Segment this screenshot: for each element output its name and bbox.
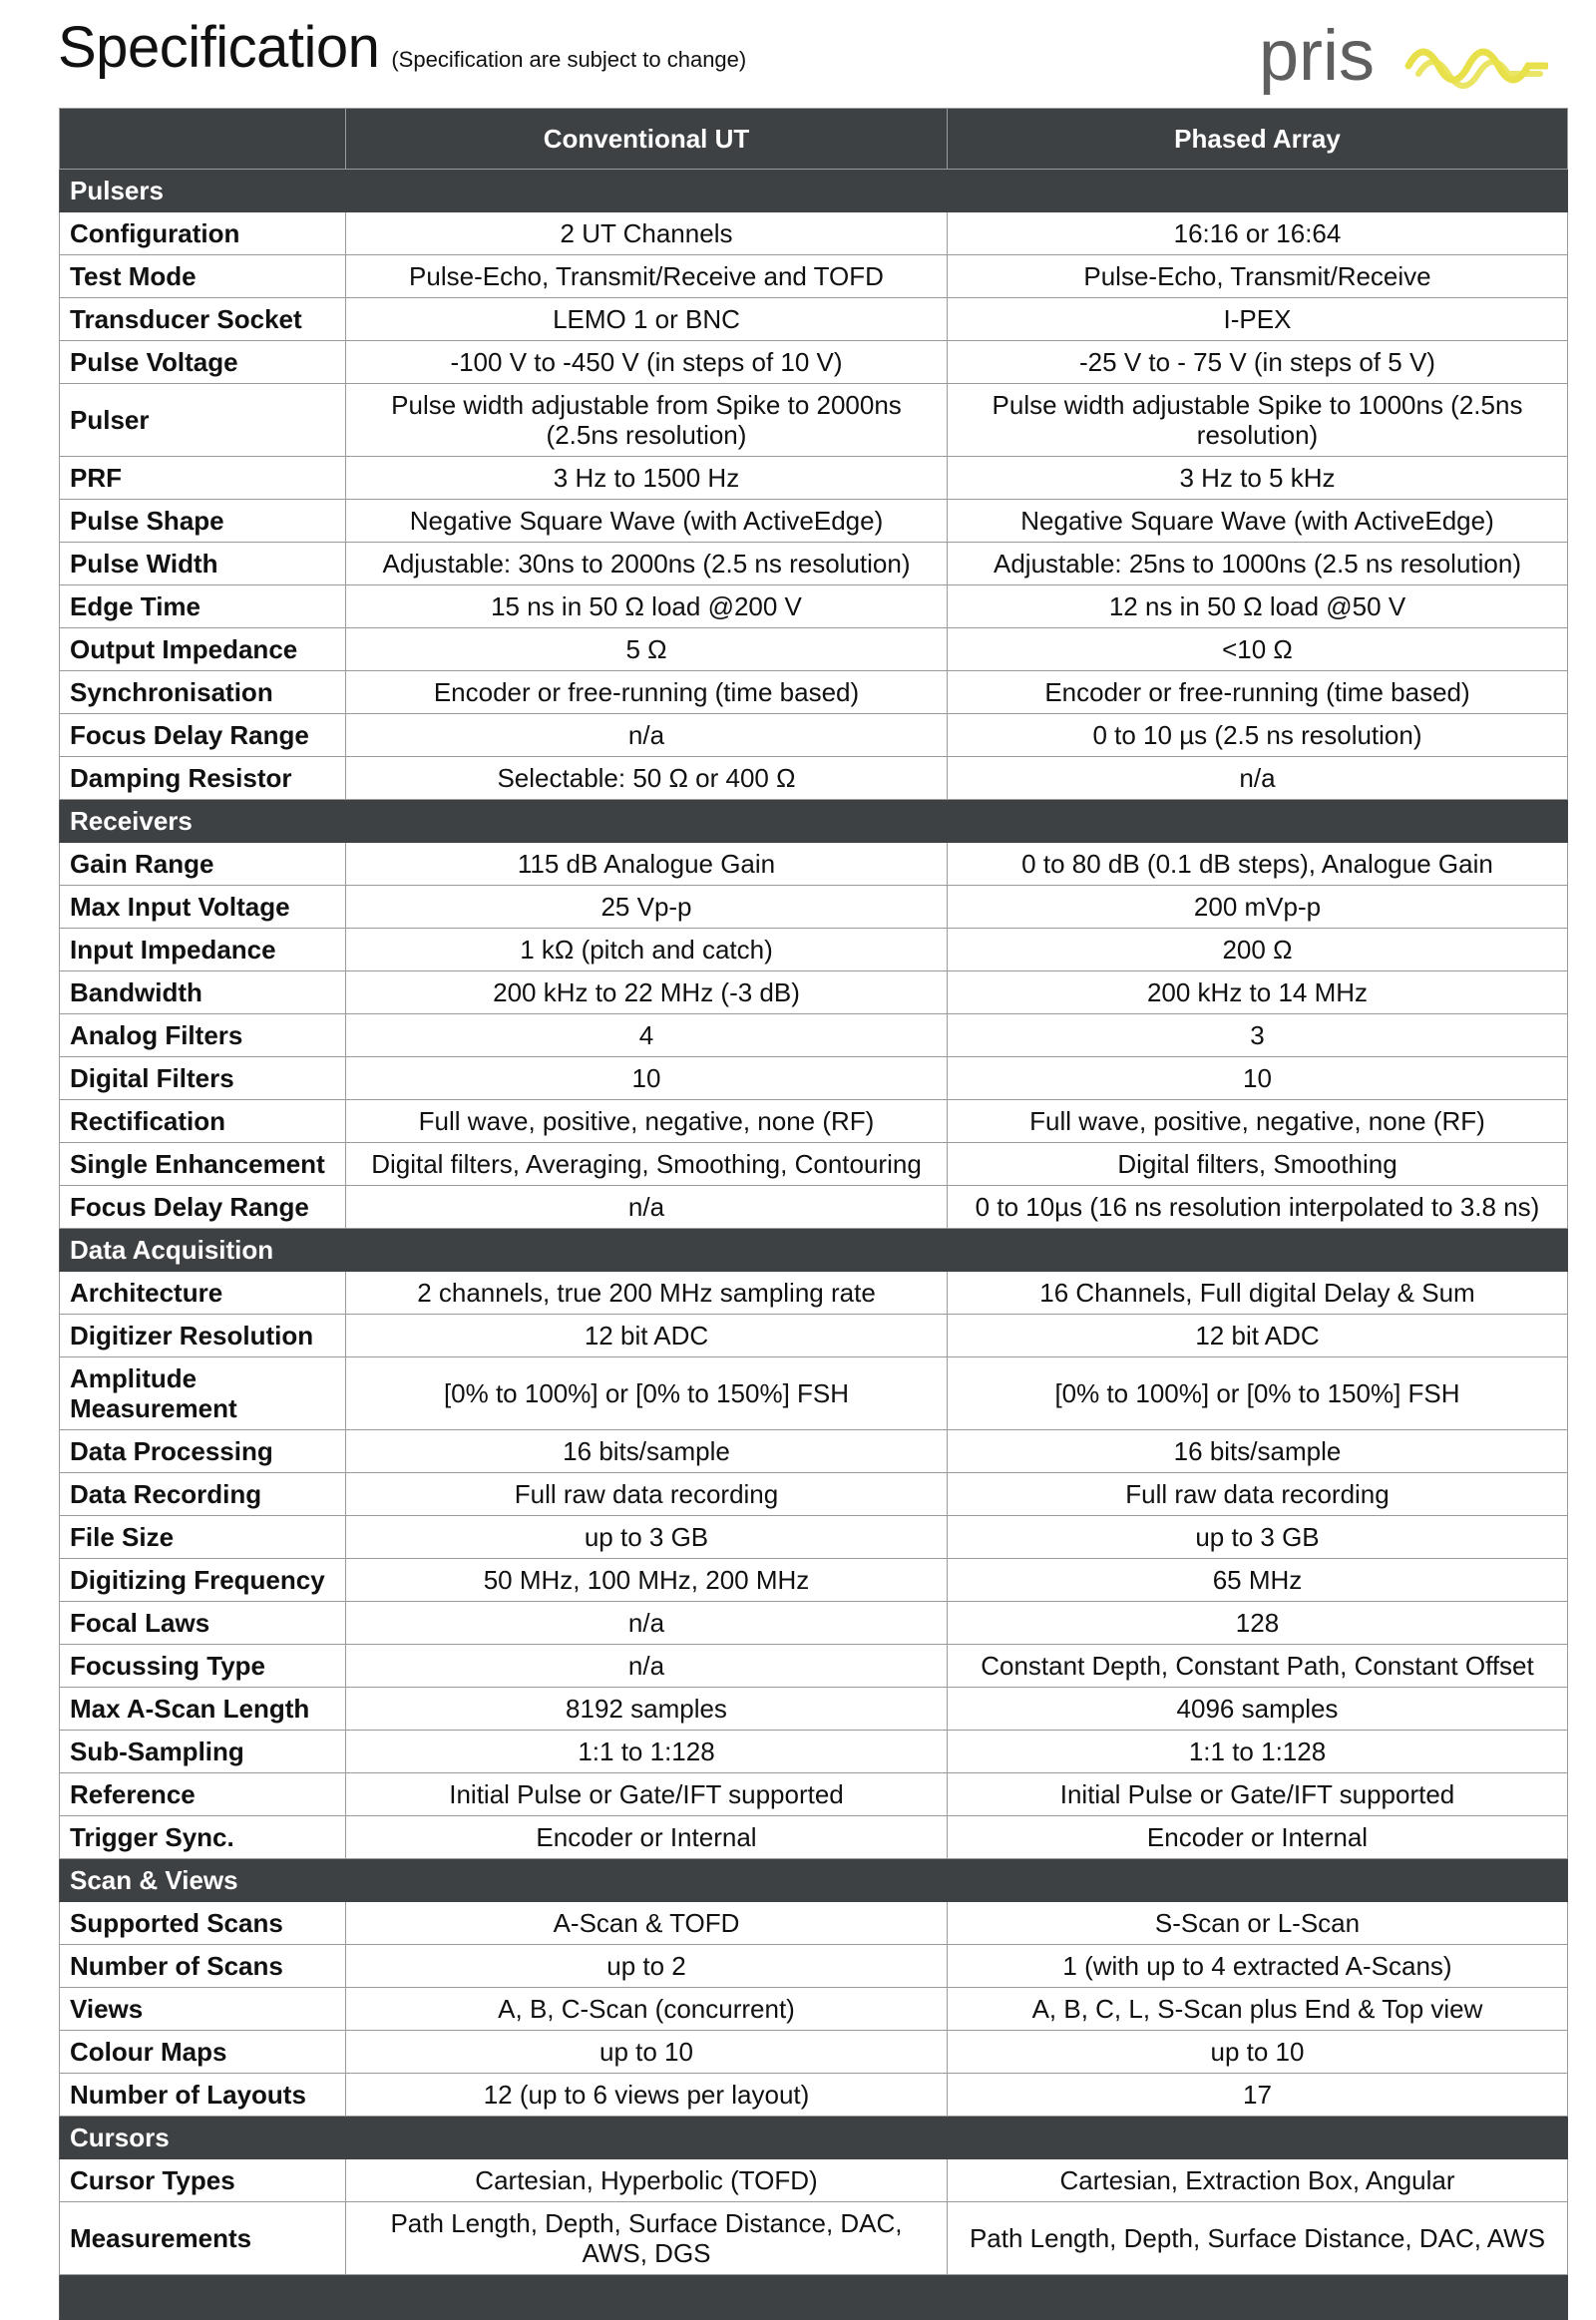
header-empty-cell <box>60 109 346 170</box>
page-title: Specification <box>58 15 380 80</box>
phased-array-value: 16 Channels, Full digital Delay & Sum <box>948 1272 1568 1315</box>
conventional-ut-value: Negative Square Wave (with ActiveEdge) <box>346 500 948 543</box>
conventional-ut-value: 115 dB Analogue Gain <box>346 843 948 886</box>
spec-label: Sub-Sampling <box>60 1731 346 1773</box>
conventional-ut-value: up to 10 <box>346 2031 948 2074</box>
section-header-row <box>60 1859 1568 1902</box>
conventional-ut-value: Selectable: 50 Ω or 400 Ω <box>346 757 948 800</box>
conventional-ut-value: Pulse-Echo, Transmit/Receive and TOFD <box>346 255 948 298</box>
phased-array-value: up to 3 GB <box>948 1516 1568 1559</box>
spec-label: Edge Time <box>60 585 346 628</box>
phased-array-value: 16 bits/sample <box>948 1430 1568 1473</box>
specification-table <box>59 108 1568 2320</box>
section-title: Pulsers <box>60 170 346 212</box>
conventional-ut-value: 8192 samples <box>346 1688 948 1731</box>
table-row <box>60 212 1568 255</box>
table-row <box>60 585 1568 628</box>
spec-label: Focal Laws <box>60 1602 346 1645</box>
phased-array-value: S-Scan or L-Scan <box>948 1902 1568 1945</box>
conventional-ut-value: n/a <box>346 1602 948 1645</box>
spec-label: Digitizing Frequency <box>60 1559 346 1602</box>
table-footer-row <box>60 2275 1568 2320</box>
spec-label: Data Processing <box>60 1430 346 1473</box>
table-row <box>60 341 1568 384</box>
phased-array-value: 128 <box>948 1602 1568 1645</box>
spec-label: Number of Scans <box>60 1945 346 1988</box>
phased-array-value: 65 MHz <box>948 1559 1568 1602</box>
spec-label: Amplitude Measurement <box>60 1357 346 1430</box>
table-header-row <box>60 109 1568 170</box>
spec-label: Input Impedance <box>60 929 346 971</box>
conventional-ut-value: n/a <box>346 714 948 757</box>
spec-label: Reference <box>60 1773 346 1816</box>
conventional-ut-value: Full raw data recording <box>346 1473 948 1516</box>
table-row <box>60 1473 1568 1516</box>
phased-array-value: 17 <box>948 2074 1568 2117</box>
phased-array-value: Negative Square Wave (with ActiveEdge) <box>948 500 1568 543</box>
table-row <box>60 1602 1568 1645</box>
conventional-ut-value: 12 (up to 6 views per layout) <box>346 2074 948 2117</box>
phased-array-value: [0% to 100%] or [0% to 150%] FSH <box>948 1357 1568 1430</box>
table-row <box>60 255 1568 298</box>
table-row <box>60 671 1568 714</box>
spec-label: Test Mode <box>60 255 346 298</box>
phased-array-value: 200 kHz to 14 MHz <box>948 971 1568 1014</box>
phased-array-value: Path Length, Depth, Surface Distance, DAC, AWS <box>948 2202 1568 2275</box>
column-header-conventional-ut: Conventional UT <box>346 109 948 170</box>
section-empty-cell <box>346 800 948 843</box>
phased-array-value: 3 Hz to 5 kHz <box>948 457 1568 500</box>
spec-label: Measurements <box>60 2202 346 2275</box>
conventional-ut-value: Digital filters, Averaging, Smoothing, Contouring <box>346 1143 948 1186</box>
page-subtitle: (Specification are subject to change) <box>391 47 747 72</box>
conventional-ut-value: 12 bit ADC <box>346 1315 948 1357</box>
phased-array-value: 0 to 80 dB (0.1 dB steps), Analogue Gain <box>948 843 1568 886</box>
section-empty-cell <box>948 170 1568 212</box>
table-row <box>60 1731 1568 1773</box>
phased-array-value: 0 to 10 µs (2.5 ns resolution) <box>948 714 1568 757</box>
section-title: Scan & Views <box>60 1859 346 1902</box>
section-title: Cursors <box>60 2117 346 2159</box>
section-header-row <box>60 800 1568 843</box>
table-row <box>60 2074 1568 2117</box>
section-header-row <box>60 1229 1568 1272</box>
phased-array-value: 1:1 to 1:128 <box>948 1731 1568 1773</box>
spec-label: Trigger Sync. <box>60 1816 346 1859</box>
table-row <box>60 457 1568 500</box>
table-row <box>60 2202 1568 2275</box>
page-header <box>58 14 746 81</box>
spec-label: Digital Filters <box>60 1057 346 1100</box>
table-row <box>60 1773 1568 1816</box>
table-row <box>60 1014 1568 1057</box>
phased-array-value: Cartesian, Extraction Box, Angular <box>948 2159 1568 2202</box>
column-header-phased-array: Phased Array <box>948 109 1568 170</box>
conventional-ut-value: Full wave, positive, negative, none (RF) <box>346 1100 948 1143</box>
prism-logo <box>1259 28 1548 98</box>
spec-label: Damping Resistor <box>60 757 346 800</box>
conventional-ut-value: 15 ns in 50 Ω load @200 V <box>346 585 948 628</box>
footer-cell <box>948 2275 1568 2320</box>
spec-label: Supported Scans <box>60 1902 346 1945</box>
table-row <box>60 714 1568 757</box>
table-row <box>60 1357 1568 1430</box>
table-row <box>60 2159 1568 2202</box>
phased-array-value: Adjustable: 25ns to 1000ns (2.5 ns resolution) <box>948 543 1568 585</box>
table-row <box>60 929 1568 971</box>
spec-label: Focus Delay Range <box>60 714 346 757</box>
spec-label: Architecture <box>60 1272 346 1315</box>
phased-array-value: Initial Pulse or Gate/IFT supported <box>948 1773 1568 1816</box>
phased-array-value: 10 <box>948 1057 1568 1100</box>
spec-label: Single Enhancement <box>60 1143 346 1186</box>
spec-label: Rectification <box>60 1100 346 1143</box>
conventional-ut-value: up to 2 <box>346 1945 948 1988</box>
section-empty-cell <box>948 2117 1568 2159</box>
spec-label: Focus Delay Range <box>60 1186 346 1229</box>
section-empty-cell <box>346 1859 948 1902</box>
table-row <box>60 1100 1568 1143</box>
conventional-ut-value: 4 <box>346 1014 948 1057</box>
phased-array-value: 16:16 or 16:64 <box>948 212 1568 255</box>
section-header-row <box>60 2117 1568 2159</box>
spec-label: Pulse Shape <box>60 500 346 543</box>
prism-logo-icon <box>1259 28 1548 98</box>
conventional-ut-value: [0% to 100%] or [0% to 150%] FSH <box>346 1357 948 1430</box>
phased-array-value: I-PEX <box>948 298 1568 341</box>
phased-array-value: Pulse-Echo, Transmit/Receive <box>948 255 1568 298</box>
phased-array-value: 0 to 10µs (16 ns resolution interpolated to 3.8 ns) <box>948 1186 1568 1229</box>
table-row <box>60 1559 1568 1602</box>
phased-array-value: 200 Ω <box>948 929 1568 971</box>
table-row <box>60 1988 1568 2031</box>
phased-array-value: Pulse width adjustable Spike to 1000ns (2.5ns resolution) <box>948 384 1568 457</box>
table-row <box>60 757 1568 800</box>
table-row <box>60 843 1568 886</box>
spec-label: Synchronisation <box>60 671 346 714</box>
phased-array-value: Full raw data recording <box>948 1473 1568 1516</box>
spec-label: Transducer Socket <box>60 298 346 341</box>
conventional-ut-value: A-Scan & TOFD <box>346 1902 948 1945</box>
spec-label: Focussing Type <box>60 1645 346 1688</box>
conventional-ut-value: n/a <box>346 1186 948 1229</box>
section-empty-cell <box>948 800 1568 843</box>
conventional-ut-value: 10 <box>346 1057 948 1100</box>
phased-array-value: Encoder or Internal <box>948 1816 1568 1859</box>
table-row <box>60 1272 1568 1315</box>
table-row <box>60 500 1568 543</box>
section-empty-cell <box>948 1859 1568 1902</box>
conventional-ut-value: up to 3 GB <box>346 1516 948 1559</box>
conventional-ut-value: -100 V to -450 V (in steps of 10 V) <box>346 341 948 384</box>
conventional-ut-value: Encoder or free-running (time based) <box>346 671 948 714</box>
section-title: Data Acquisition <box>60 1229 346 1272</box>
conventional-ut-value: 16 bits/sample <box>346 1430 948 1473</box>
table-row <box>60 384 1568 457</box>
table-body <box>60 170 1568 2320</box>
spec-label: Pulse Voltage <box>60 341 346 384</box>
table-row <box>60 1430 1568 1473</box>
table-row <box>60 1315 1568 1357</box>
phased-array-value: n/a <box>948 757 1568 800</box>
phased-array-value: A, B, C, L, S-Scan plus End & Top view <box>948 1988 1568 2031</box>
section-empty-cell <box>346 170 948 212</box>
conventional-ut-value: 200 kHz to 22 MHz (-3 dB) <box>346 971 948 1014</box>
table-row <box>60 886 1568 929</box>
section-title: Receivers <box>60 800 346 843</box>
spec-label: Views <box>60 1988 346 2031</box>
table-row <box>60 2031 1568 2074</box>
phased-array-value: 1 (with up to 4 extracted A-Scans) <box>948 1945 1568 1988</box>
table-row <box>60 543 1568 585</box>
phased-array-value: 12 ns in 50 Ω load @50 V <box>948 585 1568 628</box>
spec-label: Cursor Types <box>60 2159 346 2202</box>
phased-array-value: Constant Depth, Constant Path, Constant Offset <box>948 1645 1568 1688</box>
table-row <box>60 1143 1568 1186</box>
spec-label: Gain Range <box>60 843 346 886</box>
conventional-ut-value: 2 UT Channels <box>346 212 948 255</box>
spec-label: File Size <box>60 1516 346 1559</box>
conventional-ut-value: Pulse width adjustable from Spike to 2000ns (2.5ns resolution) <box>346 384 948 457</box>
phased-array-value: 12 bit ADC <box>948 1315 1568 1357</box>
phased-array-value: <10 Ω <box>948 628 1568 671</box>
spec-label: Analog Filters <box>60 1014 346 1057</box>
phased-array-value: Digital filters, Smoothing <box>948 1143 1568 1186</box>
conventional-ut-value: 50 MHz, 100 MHz, 200 MHz <box>346 1559 948 1602</box>
section-header-row <box>60 170 1568 212</box>
conventional-ut-value: 1:1 to 1:128 <box>346 1731 948 1773</box>
conventional-ut-value: Cartesian, Hyperbolic (TOFD) <box>346 2159 948 2202</box>
phased-array-value: Full wave, positive, negative, none (RF) <box>948 1100 1568 1143</box>
spec-label: Max Input Voltage <box>60 886 346 929</box>
conventional-ut-value: 5 Ω <box>346 628 948 671</box>
table-row <box>60 1945 1568 1988</box>
spec-label: Pulser <box>60 384 346 457</box>
table-row <box>60 1645 1568 1688</box>
section-empty-cell <box>346 1229 948 1272</box>
spec-label: Configuration <box>60 212 346 255</box>
phased-array-value: 200 mVp-p <box>948 886 1568 929</box>
conventional-ut-value: Encoder or Internal <box>346 1816 948 1859</box>
spec-label: PRF <box>60 457 346 500</box>
table-row <box>60 628 1568 671</box>
spec-label: Digitizer Resolution <box>60 1315 346 1357</box>
phased-array-value: Encoder or free-running (time based) <box>948 671 1568 714</box>
section-empty-cell <box>948 1229 1568 1272</box>
spec-label: Number of Layouts <box>60 2074 346 2117</box>
conventional-ut-value: Initial Pulse or Gate/IFT supported <box>346 1773 948 1816</box>
spec-label: Data Recording <box>60 1473 346 1516</box>
footer-cell <box>346 2275 948 2320</box>
table-row <box>60 1688 1568 1731</box>
spec-label: Output Impedance <box>60 628 346 671</box>
section-empty-cell <box>346 2117 948 2159</box>
conventional-ut-value: LEMO 1 or BNC <box>346 298 948 341</box>
footer-cell <box>60 2275 346 2320</box>
spec-label: Pulse Width <box>60 543 346 585</box>
phased-array-value: -25 V to - 75 V (in steps of 5 V) <box>948 341 1568 384</box>
table-row <box>60 1186 1568 1229</box>
spec-label: Bandwidth <box>60 971 346 1014</box>
spec-label: Max A-Scan Length <box>60 1688 346 1731</box>
conventional-ut-value: 1 kΩ (pitch and catch) <box>346 929 948 971</box>
phased-array-value: up to 10 <box>948 2031 1568 2074</box>
conventional-ut-value: 2 channels, true 200 MHz sampling rate <box>346 1272 948 1315</box>
phased-array-value: 3 <box>948 1014 1568 1057</box>
table-row <box>60 1902 1568 1945</box>
conventional-ut-value: 3 Hz to 1500 Hz <box>346 457 948 500</box>
svg-text:pris: pris <box>1259 28 1376 96</box>
table-row <box>60 298 1568 341</box>
table-row <box>60 971 1568 1014</box>
conventional-ut-value: A, B, C-Scan (concurrent) <box>346 1988 948 2031</box>
table-row <box>60 1816 1568 1859</box>
spec-label: Colour Maps <box>60 2031 346 2074</box>
conventional-ut-value: Adjustable: 30ns to 2000ns (2.5 ns resolution) <box>346 543 948 585</box>
table-row <box>60 1057 1568 1100</box>
conventional-ut-value: 25 Vp-p <box>346 886 948 929</box>
phased-array-value: 4096 samples <box>948 1688 1568 1731</box>
table-row <box>60 1516 1568 1559</box>
conventional-ut-value: n/a <box>346 1645 948 1688</box>
conventional-ut-value: Path Length, Depth, Surface Distance, DAC, AWS, DGS <box>346 2202 948 2275</box>
